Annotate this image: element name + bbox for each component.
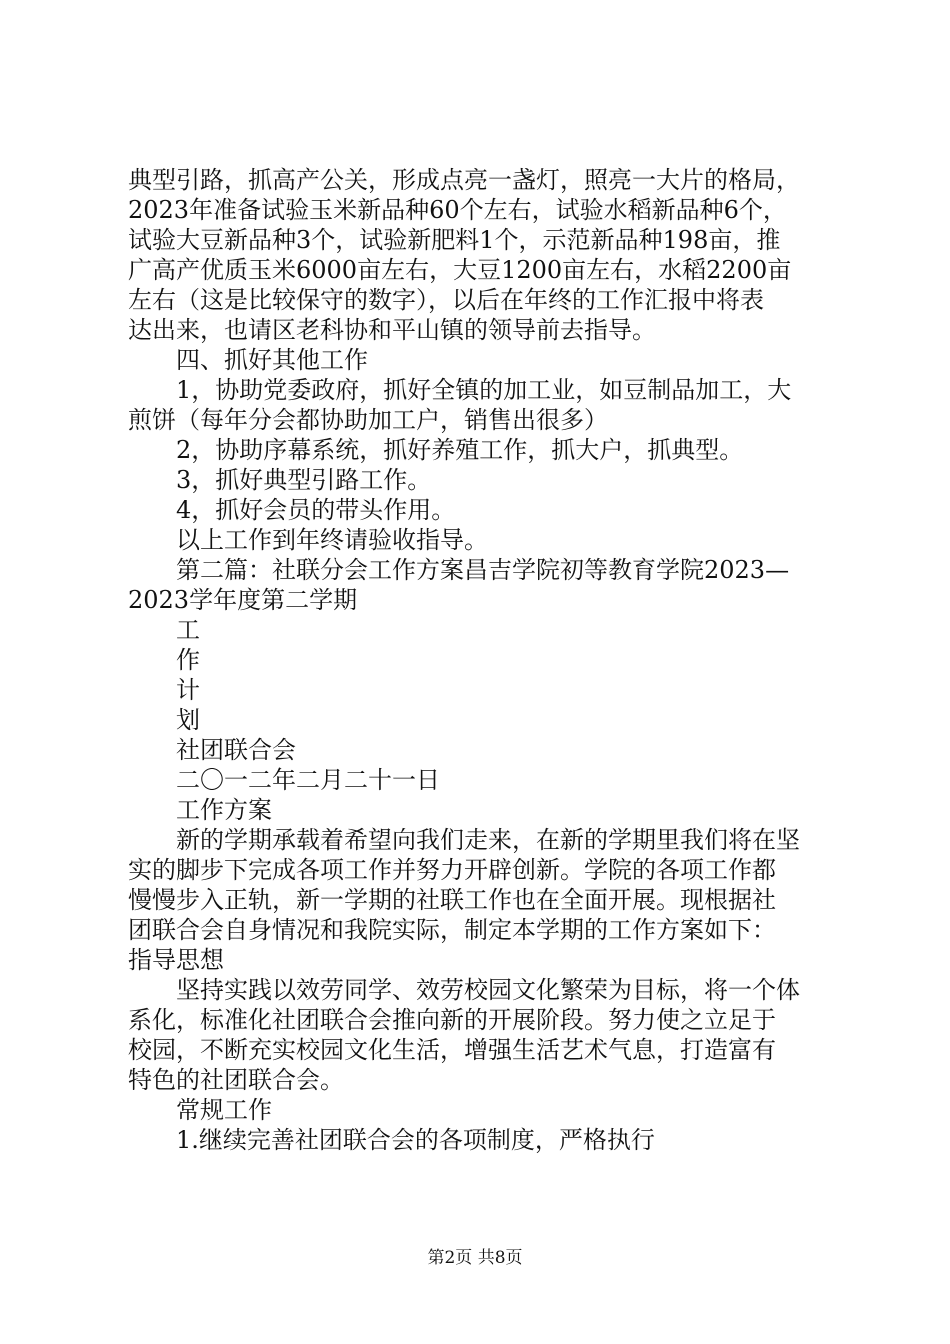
text-line: 新的学期承载着希望向我们走来，在新的学期里我们将在坚 (176, 826, 800, 854)
text-line: 达出来，也请区老科协和平山镇的领导前去指导。 (128, 316, 656, 344)
text-line: 2023年准备试验玉米新品种60个左右，试验水稻新品种6个， (128, 196, 787, 224)
text-line: 4，抓好会员的带头作用。 (176, 496, 456, 524)
text-line: 计 (176, 676, 200, 704)
text-line: 试验大豆新品种3个，试验新肥料1个，示范新品种198亩，推 (128, 226, 781, 254)
text-line: 四、抓好其他工作 (176, 346, 368, 374)
text-line: 实的脚步下完成各项工作并努力开辟创新。学院的各项工作都 (128, 856, 776, 884)
text-line: 2，协助序幕系统，抓好养殖工作，抓大户，抓典型。 (176, 436, 744, 464)
text-line: 二〇一二年二月二十一日 (176, 766, 440, 794)
text-line: 坚持实践以效劳同学、效劳校园文化繁荣为目标，将一个体 (176, 976, 800, 1004)
text-line: 作 (176, 646, 200, 674)
document-body (128, 165, 838, 1155)
text-line: 划 (176, 706, 200, 734)
text-line: 校园，不断充实校园文化生活，增强生活艺术气息，打造富有 (128, 1036, 776, 1064)
text-line: 典型引路，抓高产公关，形成点亮一盏灯，照亮一大片的格局， (128, 166, 800, 194)
text-line: 广高产优质玉米6000亩左右，大豆1200亩左右，水稻2200亩 (128, 256, 792, 284)
text-line: 特色的社团联合会。 (128, 1066, 344, 1094)
text-line: 指导思想 (128, 946, 224, 974)
text-line: 以上工作到年终请验收指导。 (176, 526, 488, 554)
text-line: 3，抓好典型引路工作。 (176, 466, 432, 494)
text-line: 工 (176, 616, 200, 644)
text-line: 1.继续完善社团联合会的各项制度，严格执行 (176, 1126, 655, 1154)
text-line: 团联合会自身情况和我院实际，制定本学期的工作方案如下： (128, 916, 776, 944)
text-line: 左右（这是比较保守的数字），以后在年终的工作汇报中将表 (128, 286, 764, 314)
text-line: 常规工作 (176, 1096, 272, 1124)
text-line: 系化，标准化社团联合会推向新的开展阶段。努力使之立足于 (128, 1006, 776, 1034)
text-line: 社团联合会 (176, 736, 296, 764)
page-footer: 第2页 共8页 (427, 1248, 523, 1268)
text-line: 工作方案 (176, 796, 272, 824)
text-line: 1，协助党委政府，抓好全镇的加工业，如豆制品加工，大 (176, 376, 792, 404)
text-line: 2023学年度第二学期 (128, 586, 358, 614)
text-line: 煎饼（每年分会都协助加工户，销售出很多） (128, 406, 608, 434)
text-line: 第二篇：社联分会工作方案昌吉学院初等教育学院2023— (176, 556, 790, 584)
text-line: 慢慢步入正轨，新一学期的社联工作也在全面开展。现根据社 (128, 886, 776, 914)
